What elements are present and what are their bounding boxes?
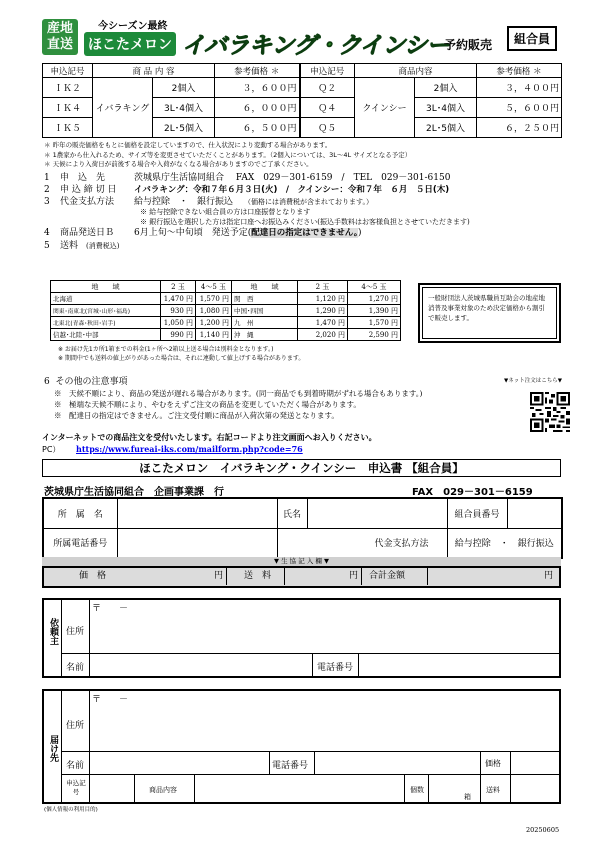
name-label: 名前 (66, 663, 85, 673)
table-row: 関東･南東北(宮城･山形･福島) 930 円 1,080 円 中国･四国 1,290 円 1,390 円 (51, 305, 401, 317)
product-quincy: クインシー (355, 78, 415, 138)
info-row-1: 1 申 込 先 茨城県庁生活協同組合 FAX 029－301-6159 / TEL 029－301-6150 (44, 173, 451, 183)
price-label: 価格 (485, 759, 501, 768)
table-row: 北海道 1,470 円 1,570 円 関 西 1,120 円 1,270 円 (51, 293, 401, 305)
col-head-price: 参考価格 ＊ (215, 64, 300, 78)
price-cell: ３，６００円 (215, 78, 300, 98)
code-cell: ＩＫ４ (43, 98, 93, 118)
order-url-link[interactable]: https://www.fureai-iks.com/mailform.php?code=76 (76, 444, 303, 454)
phone-label: 電話番号 (317, 663, 354, 673)
code-cell: Ｑ２ (300, 78, 355, 98)
info-value: 6月上旬～中旬頃 発送予定( (134, 228, 252, 238)
phone-label: 電話番号 (272, 761, 309, 771)
badge-line-1: 産地 (46, 21, 73, 36)
sub-brand: ほこたメロン (84, 32, 176, 56)
qty-cell: 2個入 (153, 78, 215, 98)
address-label: 住所 (66, 721, 85, 731)
origin-badge (42, 19, 78, 55)
member-info-table (42, 497, 563, 559)
internet-order-text: インターネットでの商品注文を受付いたします。右記コードより注文画面へお入りください。 (42, 433, 377, 442)
reserve-label: 予約販売 (444, 38, 493, 52)
member-no-label: 組合員番号 (447, 498, 507, 528)
privacy-note: (個人情報の利用目的) (44, 807, 98, 813)
deadline-value: イバラキング：令和７年６月３日(火) / クインシー：令和７年 ６月 ５日(木) (134, 185, 450, 195)
dept-input[interactable] (117, 498, 277, 528)
coop-banner: ▼ 生 協 記 入 欄 ▼ (42, 557, 561, 566)
info-row-4: 4 商品発送日Ｂ 6月上旬～中旬頃 発送予定(配達日の指定はできません。) (44, 228, 362, 238)
info-label: 代金支払方法 (60, 197, 115, 207)
season-label: 今シーズン最終 (98, 21, 168, 32)
recipient-label: 届け先 (48, 735, 58, 762)
price-table (42, 63, 562, 138)
qty-cell: 2L･5個入 (153, 118, 215, 138)
dept-phone-input[interactable] (117, 528, 277, 558)
shipping-table: 地 域 2 玉 4～5 玉 地 域 2 玉 4～5 玉 北海道 1,470 円 1,570 円 関 西 1,120 円 1,270 円 関東･南東北(宮城･山形･福島) 930 円 1,080 円 中国･四国 1,290 円 1,390 円 北東北(青森･秋田･岩手) 1,050 円 1,200 円 九 州 1,470 円 1,570 円 信越･北陸･中部 990 円 1,140 円 沖 縄 2,020 円 2,590 円 (50, 280, 401, 341)
qty-cell: 3L･4個入 (153, 98, 215, 118)
price-cell: ３，４００円 (477, 78, 562, 98)
doc-id: 20250605 (526, 826, 560, 834)
code-cell: Ｑ４ (300, 98, 355, 118)
info-section (44, 172, 564, 252)
member-no-input[interactable] (507, 498, 562, 528)
recipient-block: 届け先 住所 〒 － 名前 電話番号 価格 申込記号 商品内容 個数 箱 送料 (42, 689, 561, 804)
address-label: 住所 (66, 627, 85, 637)
info-row-3: 3 代金支払方法 給与控除 ・ 銀行振込 （価格には消費税が含まれております。） (44, 197, 373, 207)
shipping-label: 送 料 (244, 571, 272, 581)
col-head-content-2: 商品内容 (355, 64, 477, 78)
name-label: 氏名 (277, 498, 307, 528)
price-label: 価 格 (79, 571, 107, 581)
postal-field[interactable]: 〒 － (92, 604, 129, 614)
dept-label: 所 属 名 (43, 498, 117, 528)
total-label: 合計金額 (369, 571, 406, 581)
postal-field[interactable]: 〒 － (92, 695, 129, 705)
name-input[interactable] (307, 498, 447, 528)
fee-label: 送料 (486, 786, 500, 794)
code-cell: Ｑ５ (300, 118, 355, 138)
form-addressee: 茨城県庁生活協同組合 企画事業課 行 (44, 487, 224, 498)
code-label: 申込記号 (66, 779, 86, 796)
qty-cell: 2個入 (415, 78, 477, 98)
price-cell: ５，６００円 (477, 98, 562, 118)
product-label: 商品内容 (149, 786, 177, 794)
col-head-content: 商 品 内 容 (93, 64, 215, 78)
qty-cell: 3L･4個入 (415, 98, 477, 118)
form-title: ほこたメロン イバラキング・クインシー 申込書 【組合員】 (42, 459, 561, 477)
info-row-5: 5 送料 (消費税込) (44, 241, 120, 251)
info-value: 給与控除 ・ 銀行振込 (134, 197, 234, 207)
table-row: 信越･北陸･中部 990 円 1,140 円 沖 縄 2,020 円 2,590 円 (51, 329, 401, 341)
pay-method-label: 代金支払方法 (277, 528, 447, 558)
other-title: その他の注意事項 (55, 377, 128, 387)
form-fax: FAX 029－301－6159 (412, 487, 533, 498)
main-title: イバラキング・クインシー (182, 33, 450, 59)
requester-label: 依頼主 (48, 618, 58, 645)
col-head-code-2: 申込記号 (300, 64, 355, 78)
note-line: ＊ 1農家から仕入れるため、サイズ等を変更させていただくことがあります。（2個入については、3L～4L サイズとなる予定） (44, 150, 412, 159)
note-line: ＊ 天候により入荷日が前後する場合や入荷がなくなる場合がありますのでご了承ください。 (44, 160, 313, 168)
subsidy-text: 一般財団法人茨城県職員互助会の地産地消普及事業対象のため決定価格から割引で販売します。 (422, 287, 557, 339)
info-label: 送料 (60, 241, 79, 251)
product-ibaraking: イバラキング (93, 78, 153, 138)
qty-cell: 2L･5個入 (415, 118, 477, 138)
totals-row: 価 格 円 送 料 円 合計金額 円 (42, 566, 561, 588)
info-label: 申 込 先 (60, 173, 106, 183)
code-cell: ＩＫ２ (43, 78, 93, 98)
info-sub: ※ 銀行振込を選択した方は指定口座へお振込みください(振込手数料はお客様負担とさせていただきます) (140, 218, 470, 226)
table-row: 北東北(青森･秋田･岩手) 1,050 円 1,200 円 九 州 1,470 円 1,570 円 (51, 317, 401, 329)
delivery-warning: 配達日の指定はできません。 (251, 228, 359, 238)
qr-label: ▼ネット注文はこちら▼ (504, 378, 562, 384)
other-notes: 6 その他の注意事項 ※ 天候不順により、商品の発送が遅れる場合があります。(同一商品でも到着時期がずれる場合もあります。) ※ 極端な天候不順により、やむをえずご注文の商品を変更していただく場合があります。 ※ 配達日の指定はできません。ご注文受付順に商品が入荷次第の発送となります。 (44, 377, 423, 420)
info-label: 商品発送日Ｂ (60, 228, 115, 238)
member-tag: 組合員 (507, 26, 557, 51)
price-cell: ６，２５０円 (477, 118, 562, 138)
qr-code-icon[interactable] (530, 392, 570, 432)
requester-block (42, 598, 561, 678)
pay-method-options[interactable]: 給与控除 ・ 銀行振込 (447, 528, 562, 558)
dept-phone-label: 所属電話番号 (43, 528, 117, 558)
code-cell: ＩＫ５ (43, 118, 93, 138)
price-cell: ６，５００円 (215, 118, 300, 138)
info-row-2: 2 申 込 締 切 日 イバラキング：令和７年６月３日(火) / クインシー：令和７年 ６月 ５日(木) (44, 185, 450, 195)
table-row (43, 78, 562, 98)
col-head-code: 申込記号 (43, 64, 93, 78)
info-sub: ※ 給与控除できない組合員の方は口座振替となります (140, 208, 311, 216)
col-head-price-2: 参考価格 ＊ (477, 64, 562, 78)
pc-label: PC） (42, 445, 61, 454)
note-line: ＊ 昨年の販売価格をもとに価格を設定していますので、仕入状況により変動する場合があります。 (44, 141, 332, 149)
shipping-notes: ※ お届け先1カ所1箱までの料金(1ヶ所へ2箱以上送る場合は別料金となります。) ※ 期間中でも送料の値上がりがあった場合は、それに連動して値上げする場合があります。 (58, 346, 305, 362)
badge-line-2: 直送 (46, 37, 73, 52)
subsidy-box (418, 283, 561, 343)
qty-label: 個数 (410, 786, 424, 794)
info-label: 申 込 締 切 日 (60, 185, 117, 195)
info-value: 茨城県庁生活協同組合 FAX 029－301-6159 / TEL 029－301-6150 (134, 173, 451, 183)
price-cell: ６，０００円 (215, 98, 300, 118)
price-notes (44, 141, 564, 170)
name-label: 名前 (66, 761, 85, 771)
